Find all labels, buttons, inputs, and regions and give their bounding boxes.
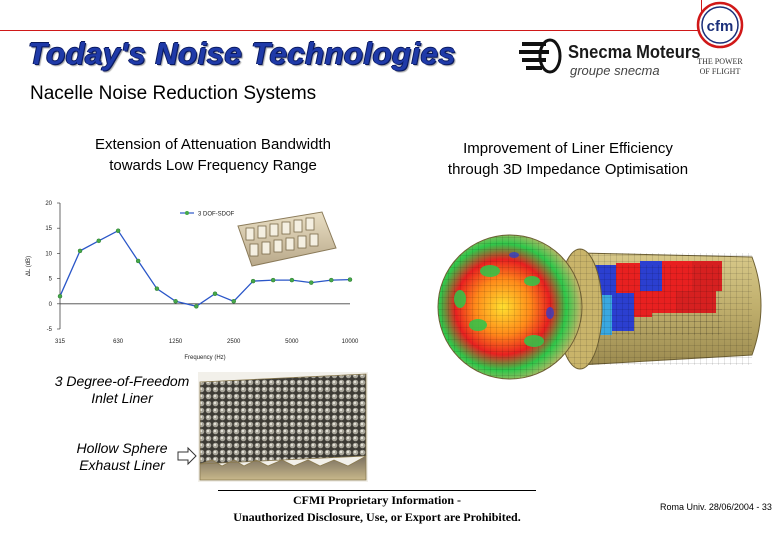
- chart-data-point: [155, 287, 159, 291]
- chart-data-point: [271, 278, 275, 282]
- chart-y-axis-label: ΔL (dB): [26, 255, 32, 277]
- chart-y-tick-label: -5: [46, 327, 52, 333]
- proprietary-line1: CFMI Proprietary Information -: [292, 493, 462, 507]
- inlet-label-line2: Inlet Liner: [91, 390, 153, 406]
- snecma-subtitle: groupe snecma: [570, 63, 660, 78]
- chart-data-point: [116, 229, 120, 233]
- exhaust-label-line2: Exhaust Liner: [79, 457, 165, 473]
- chart-x-tick-label: 1250: [168, 339, 183, 345]
- snecma-emblem-icon: [516, 36, 564, 78]
- chart-y-tick-label: 10: [45, 251, 52, 258]
- inlet-liner-honeycomb-image: [230, 208, 340, 270]
- chart-data-point: [251, 279, 255, 283]
- chart-data-point: [58, 294, 62, 298]
- chart-x-tick-label: 2500: [227, 339, 241, 345]
- cfm-mark: cfm: [706, 18, 734, 35]
- page-title: Today's Noise Technologies: [28, 36, 457, 71]
- chart-data-point: [329, 278, 333, 282]
- header-rule: [0, 30, 700, 31]
- chart-data-point: [97, 239, 101, 243]
- chart-x-tick-label: 315: [54, 339, 66, 345]
- snecma-logo: [516, 36, 701, 82]
- left-column-heading: [58, 134, 368, 176]
- chart-y-tick-label: 20: [45, 201, 52, 207]
- chart-data-point: [232, 299, 236, 303]
- chart-x-tick-label: 10000: [341, 339, 359, 345]
- footer-date-page: Roma Univ. 28/06/2004 - 33: [660, 502, 772, 512]
- left-heading-line1: Extension of Attenuation Bandwidth: [94, 136, 331, 153]
- inlet-label-line1: 3 Degree-of-Freedom: [54, 373, 190, 389]
- chart-data-point: [290, 278, 294, 282]
- chart-x-axis-label: Frequency (Hz): [184, 355, 226, 361]
- cfm-tag-line2: OF FLIGHT: [699, 67, 741, 76]
- right-heading-line2: through 3D Impedance Optimisation: [447, 161, 689, 178]
- left-heading-line2: towards Low Frequency Range: [109, 157, 317, 174]
- cfm-tag-line1: THE POWER: [697, 57, 743, 66]
- chart-x-tick-label: 630: [113, 339, 124, 345]
- chart-data-point: [174, 299, 178, 303]
- proprietary-line2: Unauthorized Disclosure, Use, or Export are Prohibited.: [233, 510, 521, 524]
- exhaust-liner-label: [60, 440, 184, 474]
- right-heading-line1: Improvement of Liner Efficiency: [463, 140, 673, 157]
- snecma-name: Snecma Moteurs: [568, 42, 701, 62]
- exhaust-label-line1: Hollow Sphere: [76, 440, 168, 456]
- chart-data-point: [194, 304, 198, 308]
- chart-data-point: [136, 259, 140, 263]
- chart-y-tick-label: 15: [45, 226, 52, 233]
- chart-data-point: [213, 292, 217, 296]
- chart-legend-marker: [185, 211, 189, 215]
- chart-y-tick-label: 0: [48, 301, 52, 308]
- cfm-logo: [694, 0, 746, 80]
- footer-rule: [218, 490, 536, 491]
- chart-data-point: [78, 249, 82, 253]
- right-arrow-icon: [176, 445, 198, 467]
- nacelle-3d-impedance-render: [430, 195, 775, 380]
- chart-x-tick-label: 5000: [285, 339, 299, 345]
- inlet-liner-label: [50, 373, 194, 407]
- cfm-badge-icon: [694, 0, 746, 50]
- chart-data-point: [348, 278, 352, 282]
- chart-data-point: [309, 281, 313, 285]
- chart-legend-label: 3 DOF-SDOF: [198, 211, 235, 218]
- right-column-heading: [420, 138, 716, 180]
- page-subtitle: Nacelle Noise Reduction Systems: [30, 83, 317, 104]
- cfm-tagline: [694, 57, 746, 77]
- chart-y-tick-label: 5: [48, 276, 52, 283]
- proprietary-notice: [218, 492, 536, 526]
- exhaust-liner-hollow-sphere-image: [198, 372, 368, 482]
